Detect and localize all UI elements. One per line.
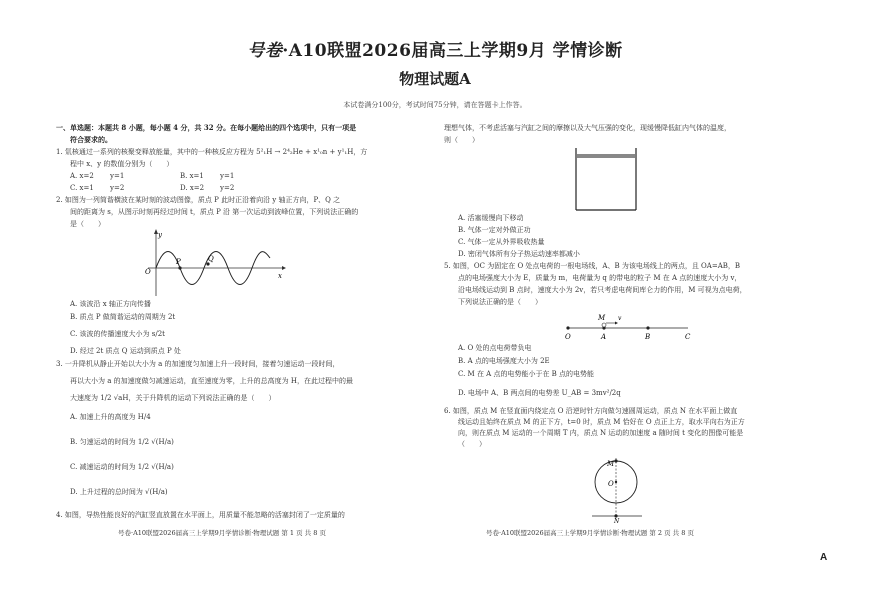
q4-option-a: A. 活塞缓慢向下移动	[458, 214, 524, 222]
q1-option-c-y: y=2	[110, 184, 125, 192]
piston	[577, 154, 635, 158]
section-heading-cont: 符合要求的。	[70, 135, 112, 144]
q5-line: 点的电场强度大小为 E，质量为 m，电荷量为 q 的带电的粒子 M 在 A 点的速度大小为 v，	[458, 274, 742, 282]
q5-option-d: D. 电场中 A、B 两点间的电势差 U_AB = 3mv²/2q	[458, 389, 621, 397]
q2-line: 间的距离为 s，从图示时刻再经过时间 t，质点 P 沿 第一次运动到波峰位置，下列说法正确的	[70, 208, 359, 216]
origin-label: O	[145, 268, 151, 276]
q1-line: 1. 氚核通过一系列的核聚变释放能量，其中的一种核反应方程为 5²₁H → 2⁴₂He + x¹₀n + y¹₁H，方	[56, 148, 368, 156]
q1-option-row	[56, 182, 416, 194]
m-label: M	[607, 460, 615, 468]
q2-option-d: D. 经过 2t 质点 Q 运动到质点 P 处	[70, 347, 181, 355]
point-m	[614, 459, 617, 462]
q4-line: 则（ ）	[444, 136, 479, 144]
subject-title: 物理试题A	[399, 70, 471, 88]
p-label: P	[176, 258, 181, 266]
left-column-lower	[56, 298, 416, 522]
q4-line: 理想气体，不考虑活塞与汽缸之间的摩擦以及大气压强的变化，现缓慢降低缸内气体的温度，	[444, 124, 731, 132]
q2-option-b: B. 质点 P 做简谐运动的周期为 2t	[70, 313, 176, 321]
title-text: ·A10联盟2026届高三上学期9月 学情诊断	[282, 41, 623, 61]
q1-option-b-x: B. x=1	[180, 172, 204, 180]
point-o	[615, 481, 617, 483]
right-column-lower	[444, 342, 804, 450]
q2-option-a: A. 该波沿 x 轴正方向传播	[70, 300, 151, 308]
right-column	[444, 122, 804, 146]
point-b	[646, 326, 649, 329]
v-label: v	[618, 315, 622, 322]
q5-line: 5. 如图，OC 为固定在 O 处点电荷的一根电场线，A、B 为该电场线上的两点，且 OA=AB，B	[444, 262, 741, 270]
q1-option-c-x: C. x=1	[70, 184, 94, 192]
q1-option-a-y: y=1	[110, 172, 125, 180]
version-mark: A	[820, 552, 828, 563]
q3-option-d: D. 上升过程的总时间为 √(H/a)	[70, 488, 168, 496]
section-heading: 一、单选题：本题共 8 小题，每小题 4 分，共 32 分。在每小题给出的四个选项中，只有一项是	[56, 123, 357, 132]
q1-line: 程中 x、y 的数值分别为（ ）	[70, 160, 174, 168]
q2-line: 是（ ）	[70, 220, 105, 228]
o-label: O	[565, 333, 571, 341]
m-label: M	[598, 314, 606, 322]
q1-option-b-y: y=1	[220, 172, 235, 180]
right-column-mid	[444, 212, 804, 308]
q3-option-c: C. 减速运动的时间为 1/2 √(H/a)	[70, 463, 174, 471]
cylinder-figure	[572, 146, 640, 214]
q4-line: 4. 如图，导热性能良好的汽缸竖直放置在水平面上，用质量不能忽略的活塞封闭了一定质量的	[56, 511, 345, 519]
n-label: N	[614, 518, 620, 524]
paper-title	[0, 36, 870, 61]
x-axis-arrow	[282, 266, 286, 270]
field-line-figure	[560, 312, 710, 342]
q2-option-c: C. 该波的传播速度大小为 s/2t	[70, 330, 165, 338]
wave-figure	[140, 228, 290, 300]
left-column	[56, 122, 416, 230]
brand-logo: 号卷	[247, 41, 283, 61]
x-label: x	[278, 272, 282, 280]
y-label: y	[158, 231, 162, 239]
q3-option-b: B. 匀速运动的时间为 1/2 √(H/a)	[70, 438, 174, 446]
q1-option-row	[56, 170, 416, 182]
q6-line: 线运动且始终在质点 M 的正下方，t=0 时，质点 M 恰好在 O 点正上方，取水平向右为正方	[458, 418, 745, 426]
right-footer: 号卷·A10联盟2026届高三上学期9月学情诊断·物理试题 第 2 页 共 8 页	[486, 529, 694, 537]
a-label: A	[601, 333, 607, 341]
left-footer: 号卷·A10联盟2026届高三上学期9月学情诊断·物理试题 第 1 页 共 8 页	[118, 529, 326, 537]
circle-motion-figure	[590, 452, 646, 524]
q3-line: 再以大小为 a 的加速度做匀减速运动，直至速度为零，上升的总高度为 H，在此过程中的最	[70, 377, 353, 385]
q6-line: 6. 如图，质点 M 在竖直面内绕定点 O 沿逆时针方向做匀速圆周运动，质点 N 在水平面上做直	[444, 407, 738, 415]
q5-option-c: C. M 在 A 点的电势能小于在 B 点的电势能	[458, 370, 595, 378]
q4-option-b: B. 气体一定对外做正功	[458, 226, 531, 234]
q2-line: 2. 如图为一列简谐横波在某时刻的波动图像，质点 P 此时正沿着向沿 y 轴正方向，P、Q 之	[56, 196, 341, 204]
q5-line: 下列说法正确的是（ ）	[458, 298, 542, 306]
b-label: B	[645, 333, 651, 341]
o-label: O	[608, 480, 614, 488]
c-label: C	[685, 333, 691, 341]
q4-option-c: C. 气体一定从外界吸收热量	[458, 238, 545, 246]
point-o	[566, 326, 569, 329]
q4-option-d: D. 密闭气体所有分子热运动速率都减小	[458, 250, 580, 258]
q6-line: 向，则在质点 M 运动的一个周期 T 内，质点 N 运动的加速度 a 随时间 t 变化的图像可能是	[458, 429, 744, 437]
q5-line: 沿电场线运动到 B 点时，速度大小为 2v，若只考虑电荷间库仑力的作用，M 可视为点电荷，	[458, 286, 747, 294]
q3-option-a: A. 加速上升的高度为 H/4	[70, 413, 151, 421]
q-label: Q	[208, 255, 214, 263]
q3-line: 3. 一升降机从静止开始以大小为 a 的加速度匀加速上升一段时间，接着匀速运动一段时间，	[56, 360, 340, 368]
q5-option-b: B. A 点的电场强度大小为 2E	[458, 357, 550, 365]
q5-option-a: A. O 处的点电荷带负电	[458, 344, 532, 352]
q6-line: （ ）	[458, 440, 486, 448]
q1-option-d-y: y=2	[220, 184, 235, 192]
q1-option-d-x: D. x=2	[180, 184, 205, 192]
exam-note: 本试卷满分100分，考试时间75分钟，请在答题卡上作答。	[343, 101, 527, 109]
particle-m	[602, 323, 606, 327]
q1-option-a-x: A. x=2	[70, 172, 94, 180]
q3-line: 大速度为 1/2 √aH，关于升降机的运动下列说法正确的是（ ）	[70, 394, 276, 402]
point-p	[178, 266, 181, 269]
